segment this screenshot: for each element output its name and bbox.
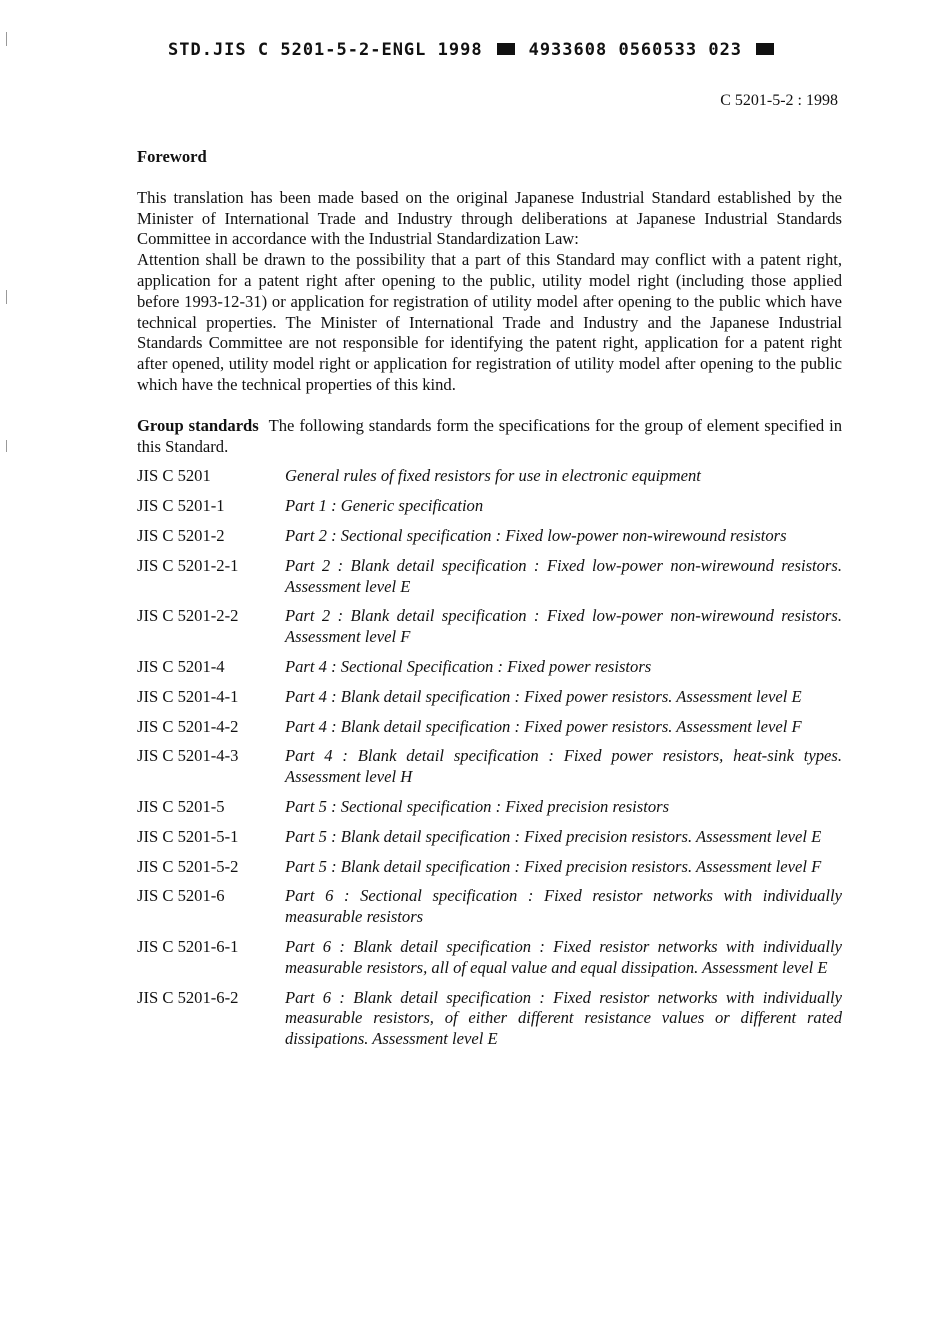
standard-title: Part 2 : Blank detail specification : Fixed low-power non-wirewound resistors. Assessment level F: [285, 606, 842, 647]
standard-row: [137, 556, 842, 598]
standard-row: [137, 657, 842, 678]
scan-margin-mark: [6, 290, 7, 304]
foreword-paragraph: This translation has been made based on the original Japanese Industrial Standard established by the Minister of International Trade and Industry through deliberations at Japanese Industrial Standards Committee in accordance with the Industrial Standardization Law:: [137, 187, 842, 249]
standard-code: JIS C 5201-6-2: [137, 987, 239, 1007]
foreword-paragraph: Attention shall be drawn to the possibility that a part of this Standard may conflict with a patent right, application for a patent right after opening to the public, utility model right (including those applied before 1993-12-31) or application for registration of utility model after opening to the public which have technical properties. The Minister of International Trade and Industry and the Japanese Industrial Standards Committee are not responsible for identifying the patent right, application for a patent right after opened, utility model right or application for registration of utility model after opening to the public which have the technical properties of this kind.: [137, 250, 842, 394]
document-body: [137, 147, 842, 1050]
standard-code: JIS C 5201-5-2: [137, 856, 239, 876]
page-identifier: C 5201-5-2 : 1998: [720, 92, 838, 109]
standard-row: [137, 886, 842, 928]
standard-title: Part 5 : Sectional specification : Fixed precision resistors: [285, 796, 670, 816]
standard-row: [137, 857, 842, 878]
standard-code: JIS C 5201-5-1: [137, 826, 239, 846]
standard-row: [137, 797, 842, 818]
standard-code: JIS C 5201-2-2: [137, 606, 239, 626]
header-bar-mark: [756, 43, 774, 55]
standard-title: Part 5 : Blank detail specification : Fixed precision resistors. Assessment level E: [285, 826, 822, 846]
standard-row: [137, 988, 842, 1050]
standard-title: Part 2 : Blank detail specification : Fixed low-power non-wirewound resistors. Assessment level E: [285, 555, 842, 596]
header-bar-mark: [497, 43, 515, 55]
standard-code: JIS C 5201-2: [137, 525, 225, 545]
standard-code: JIS C 5201-5: [137, 796, 225, 816]
standard-code: JIS C 5201-4-2: [137, 716, 239, 736]
standard-row: [137, 937, 842, 979]
standard-row: [137, 687, 842, 708]
standard-title: Part 6 : Blank detail specification : Fixed resistor networks with individually measurable resistors, of either different resistance values or different rated dissipations. Assessment level E: [285, 987, 842, 1049]
standard-title: Part 6 : Blank detail specification : Fixed resistor networks with individually measurable resistors, all of equal value and equal dissipation. Assessment level E: [285, 936, 842, 977]
document-header-code: [168, 40, 788, 60]
standard-code: JIS C 5201-4-3: [137, 746, 239, 766]
header-code-left: STD.JIS C 5201-5-2-ENGL 1998: [168, 40, 483, 60]
standard-row: [137, 746, 842, 788]
standard-code: JIS C 5201-1: [137, 496, 225, 516]
standard-row: [137, 606, 842, 648]
standard-code: JIS C 5201-6: [137, 886, 225, 906]
standard-title: Part 4 : Sectional Specification : Fixed power resistors: [285, 656, 652, 676]
header-code-middle: 4933608 0560533 023: [528, 40, 743, 60]
standard-row: [137, 827, 842, 848]
standard-code: JIS C 5201: [137, 466, 211, 486]
scan-margin-mark: [6, 32, 7, 46]
standard-code: JIS C 5201-6-1: [137, 936, 239, 956]
standard-title: Part 6 : Sectional specification : Fixed resistor networks with individually measurable resistors: [285, 886, 842, 927]
standard-title: Part 4 : Blank detail specification : Fixed power resistors. Assessment level F: [285, 716, 802, 736]
standards-list: [137, 466, 842, 1050]
foreword-title: Foreword: [137, 147, 207, 166]
standard-title: Part 4 : Blank detail specification : Fixed power resistors, heat-sink types. Assessment level H: [285, 746, 842, 787]
standard-title: Part 2 : Sectional specification : Fixed low-power non-wirewound resistors: [285, 525, 787, 545]
standard-code: JIS C 5201-2-1: [137, 555, 239, 575]
standard-row: [137, 717, 842, 738]
standard-code: JIS C 5201-4: [137, 656, 225, 676]
standard-title: Part 1 : Generic specification: [285, 496, 484, 516]
standard-title: Part 5 : Blank detail specification : Fixed precision resistors. Assessment level F: [285, 856, 822, 876]
scan-margin-mark: [6, 440, 7, 452]
group-standards-text: The following standards form the specifications for the group of element specified in this Standard.: [137, 415, 842, 456]
standard-row: [137, 496, 842, 517]
standard-title: Part 4 : Blank detail specification : Fixed power resistors. Assessment level E: [285, 686, 802, 706]
group-standards-intro: [137, 416, 842, 458]
standard-row: [137, 466, 842, 487]
standard-title: General rules of fixed resistors for use in electronic equipment: [285, 466, 701, 486]
standard-row: [137, 526, 842, 547]
group-standards-label: Group standards: [137, 415, 259, 435]
standard-code: JIS C 5201-4-1: [137, 686, 239, 706]
